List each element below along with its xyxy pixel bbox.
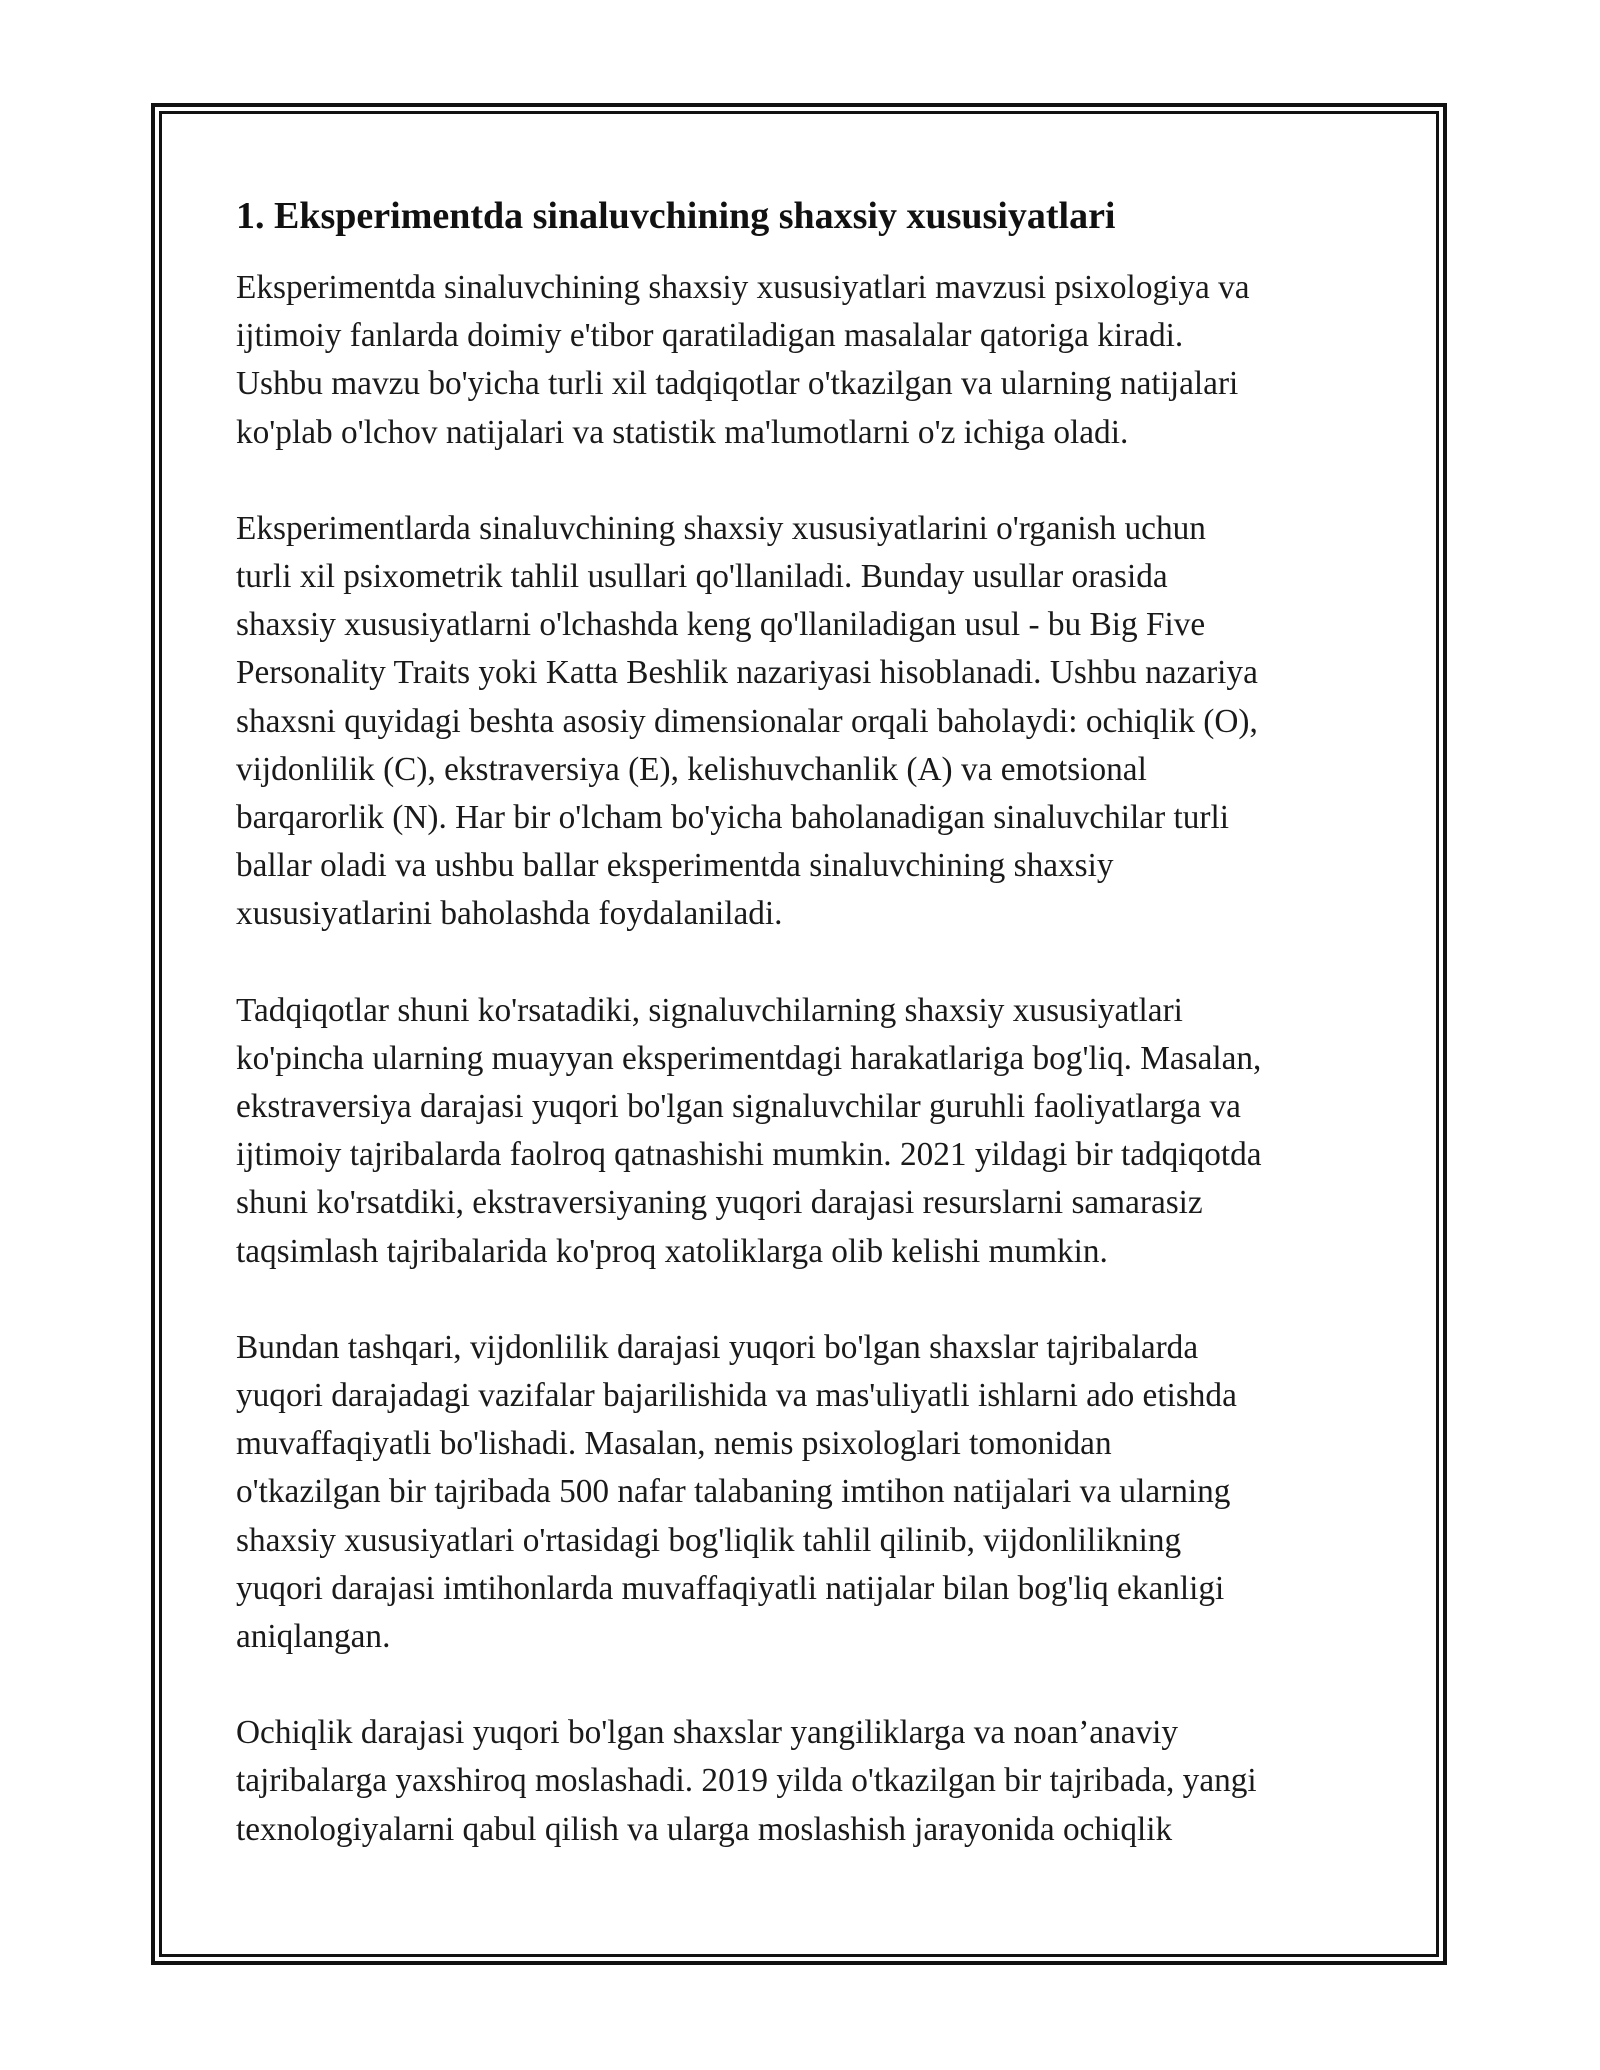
text-line: taqsimlash tajribalarida ko'proq xatoliklarga olib kelishi mumkin. (236, 1232, 1108, 1270)
paragraph-2 (236, 505, 1371, 939)
text-line: shaxsni quyidagi beshta asosiy dimensionalar orqali baholaydi: ochiqlik (O), (236, 702, 1258, 740)
paragraph-spacer (236, 1276, 1371, 1324)
text-line: o'tkazilgan bir tajribada 500 nafar talabaning imtihon natijalari va ularning (236, 1473, 1231, 1511)
text-line: tajribalarga yaxshiroq moslashadi. 2019 yilda o'tkazilgan bir tajribada, yangi (236, 1762, 1257, 1800)
paragraph-spacer (236, 457, 1371, 505)
paragraph-spacer (236, 939, 1371, 987)
text-line: shaxsiy xususiyatlari o'rtasidagi bog'liqlik tahlil qilinib, vijdonlilikning (236, 1521, 1182, 1559)
text-line: ko'pincha ularning muayyan eksperimentdagi harakatlariga bog'liq. Masalan, (236, 1039, 1262, 1077)
text-line: ko'plab o'lchov natijalari va statistik ma'lumotlarni o'z ichiga oladi. (236, 413, 1129, 451)
text-line: ijtimoiy tajribalarda faolroq qatnashishi mumkin. 2021 yildagi bir tadqiqotda (236, 1136, 1262, 1174)
section-heading: 1. Eksperimentda sinaluvchining shaxsiy xususiyatlari (236, 195, 1116, 237)
text-line: ballar oladi va ushbu ballar eksperimentda sinaluvchining shaxsiy (236, 847, 1114, 885)
text-line: turli xil psixometrik tahlil usullari qo'llaniladi. Bunday usullar orasida (236, 558, 1168, 596)
text-line: ijtimoiy fanlarda doimiy e'tibor qaratiladigan masalalar qatoriga kiradi. (236, 317, 1184, 355)
text-line: vijdonlilik (C), ekstraversiya (E), kelishuvchanlik (A) va emotsional (236, 750, 1147, 788)
text-line: texnologiyalarni qabul qilish va ularga moslashish jarayonida ochiqlik (236, 1810, 1173, 1848)
spacer (236, 244, 1371, 264)
paragraph-spacer (236, 1661, 1371, 1709)
text-line: Ochiqlik darajasi yuqori bo'lgan shaxslar yangiliklarga va noan’anaviy (236, 1714, 1179, 1752)
paragraph-3 (236, 987, 1371, 1276)
text-line: Eksperimentda sinaluvchining shaxsiy xususiyatlari mavzusi psixologiya va (236, 269, 1250, 306)
text-line: yuqori darajadagi vazifalar bajarilishida va mas'uliyatli ishlarni ado etishda (236, 1377, 1237, 1415)
text-line: ekstraversiya darajasi yuqori bo'lgan signaluvchilar guruhli faoliyatlarga va (236, 1088, 1241, 1126)
text-line: xususiyatlarini baholashda foydalaniladi. (236, 895, 783, 933)
text-line: Ushbu mavzu bo'yicha turli xil tadqiqotlar o'tkazilgan va ularning natijalari (236, 365, 1239, 403)
text-line: shaxsiy xususiyatlarni o'lchashda keng qo'llaniladigan usul - bu Big Five (236, 606, 1206, 644)
text-line: muvaffaqiyatli bo'lishadi. Masalan, nemis psixologlari tomonidan (236, 1425, 1112, 1463)
text-line: barqarorlik (N). Har bir o'lcham bo'yicha baholanadigan sinaluvchilar turli (236, 799, 1229, 837)
paragraph-4 (236, 1324, 1371, 1661)
text-line: Personality Traits yoki Katta Beshlik nazariyasi hisoblanadi. Ushbu nazariya (236, 654, 1258, 692)
text-line: Bundan tashqari, vijdonlilik darajasi yuqori bo'lgan shaxslar tajribalarda (236, 1328, 1199, 1366)
text-line: yuqori darajasi imtihonlarda muvaffaqiyatli natijalar bilan bog'liq ekanligi (236, 1569, 1225, 1607)
document-content (236, 188, 1371, 1854)
text-line: Eksperimentlarda sinaluvchining shaxsiy xususiyatlarini o'rganish uchun (236, 509, 1206, 547)
text-line: shuni ko'rsatdiki, ekstraversiyaning yuqori darajasi resurslarni samarasiz (236, 1184, 1203, 1222)
paragraph-1 (236, 264, 1371, 457)
text-line: Tadqiqotlar shuni ko'rsatadiki, signaluvchilarning shaxsiy xususiyatlari (236, 991, 1183, 1029)
paragraph-5 (236, 1709, 1371, 1854)
text-line: aniqlangan. (236, 1618, 391, 1656)
